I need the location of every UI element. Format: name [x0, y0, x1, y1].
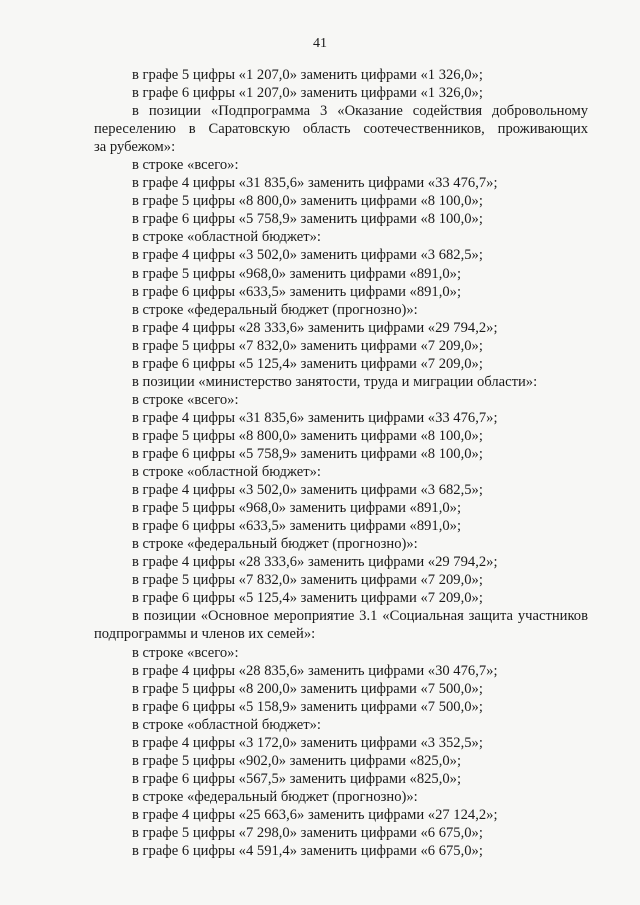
text-line: в графе 4 цифры «25 663,6» заменить цифрами «27 124,2»; [132, 806, 498, 823]
text-line: за рубежом»: [94, 139, 176, 156]
text-line: в графе 6 цифры «5 125,4» заменить цифрами «7 209,0»; [132, 355, 483, 372]
text-line: в строке «федеральный бюджет (прогнозно)»: [132, 536, 418, 553]
text-line: в строке «всего»: [132, 391, 239, 408]
text-line: в строке «областной бюджет»: [132, 229, 321, 246]
text-line: в графе 4 цифры «31 835,6» заменить цифрами «33 476,7»; [132, 175, 498, 192]
text-line: в графе 5 цифры «8 800,0» заменить цифрами «8 100,0»; [132, 193, 483, 210]
text-line: в строке «всего»: [132, 157, 239, 174]
text-line: в строке «областной бюджет»: [132, 716, 321, 733]
text-line: в графе 4 цифры «3 502,0» заменить цифрами «3 682,5»; [132, 247, 483, 264]
text-line: в графе 6 цифры «4 591,4» заменить цифрами «6 675,0»; [132, 843, 483, 860]
text-line: в графе 5 цифры «968,0» заменить цифрами «891,0»; [132, 265, 462, 282]
text-line: в графе 5 цифры «1 207,0» заменить цифрами «1 326,0»; [132, 67, 483, 83]
text-line: в графе 6 цифры «5 158,9» заменить цифрами «7 500,0»; [132, 698, 483, 715]
text-line: в графе 5 цифры «968,0» заменить цифрами «891,0»; [132, 500, 462, 517]
text-line: в графе 5 цифры «8 200,0» заменить цифрами «7 500,0»; [132, 680, 483, 697]
document-body [94, 66, 588, 860]
text-line: в графе 4 цифры «28 835,6» заменить цифрами «30 476,7»; [132, 662, 498, 679]
text-line: в графе 4 цифры «3 172,0» заменить цифрами «3 352,5»; [132, 734, 483, 751]
text-line: в графе 6 цифры «5 758,9» заменить цифрами «8 100,0»; [132, 445, 483, 462]
page-number: 41 [313, 36, 327, 51]
text-line: подпрограммы и членов их семей»: [94, 626, 316, 643]
text-line: в графе 6 цифры «1 207,0» заменить цифрами «1 326,0»; [132, 85, 483, 102]
text-line: в графе 6 цифры «633,5» заменить цифрами «891,0»; [132, 283, 462, 300]
text-line: в графе 4 цифры «3 502,0» заменить цифрами «3 682,5»; [132, 482, 483, 499]
text-line: в графе 5 цифры «7 832,0» заменить цифрами «7 209,0»; [132, 572, 483, 589]
text-line: в графе 5 цифры «8 800,0» заменить цифрами «8 100,0»; [132, 427, 483, 444]
text-line: в графе 6 цифры «5 125,4» заменить цифрами «7 209,0»; [132, 590, 483, 607]
text-line: переселению в Саратовскую область соотечественников, проживающих [94, 121, 588, 138]
text-line: в строке «всего»: [132, 644, 239, 661]
text-line: в графе 4 цифры «28 333,6» заменить цифрами «29 794,2»; [132, 319, 498, 336]
text-line: в позиции «министерство занятости, труда и миграции области»: [132, 373, 538, 390]
text-line: в графе 5 цифры «902,0» заменить цифрами «825,0»; [132, 752, 462, 769]
text-line: в графе 4 цифры «28 333,6» заменить цифрами «29 794,2»; [132, 554, 498, 571]
text-line: в графе 5 цифры «7 832,0» заменить цифрами «7 209,0»; [132, 337, 483, 354]
text-line: в графе 4 цифры «31 835,6» заменить цифрами «33 476,7»; [132, 409, 498, 426]
text-line: в строке «федеральный бюджет (прогнозно)»: [132, 301, 418, 318]
text-line: в строке «областной бюджет»: [132, 464, 321, 481]
text-line: в графе 6 цифры «567,5» заменить цифрами «825,0»; [132, 770, 462, 787]
text-line: в строке «федеральный бюджет (прогнозно)»: [132, 788, 418, 805]
text-line: в графе 6 цифры «633,5» заменить цифрами «891,0»; [132, 518, 462, 535]
text-line: в позиции «Подпрограмма 3 «Оказание содействия добровольному [132, 103, 588, 120]
text-line: в графе 5 цифры «7 298,0» заменить цифрами «6 675,0»; [132, 824, 483, 841]
text-line: в позиции «Основное мероприятие 3.1 «Социальная защита участников [132, 608, 588, 625]
text-line: в графе 6 цифры «5 758,9» заменить цифрами «8 100,0»; [132, 211, 483, 228]
